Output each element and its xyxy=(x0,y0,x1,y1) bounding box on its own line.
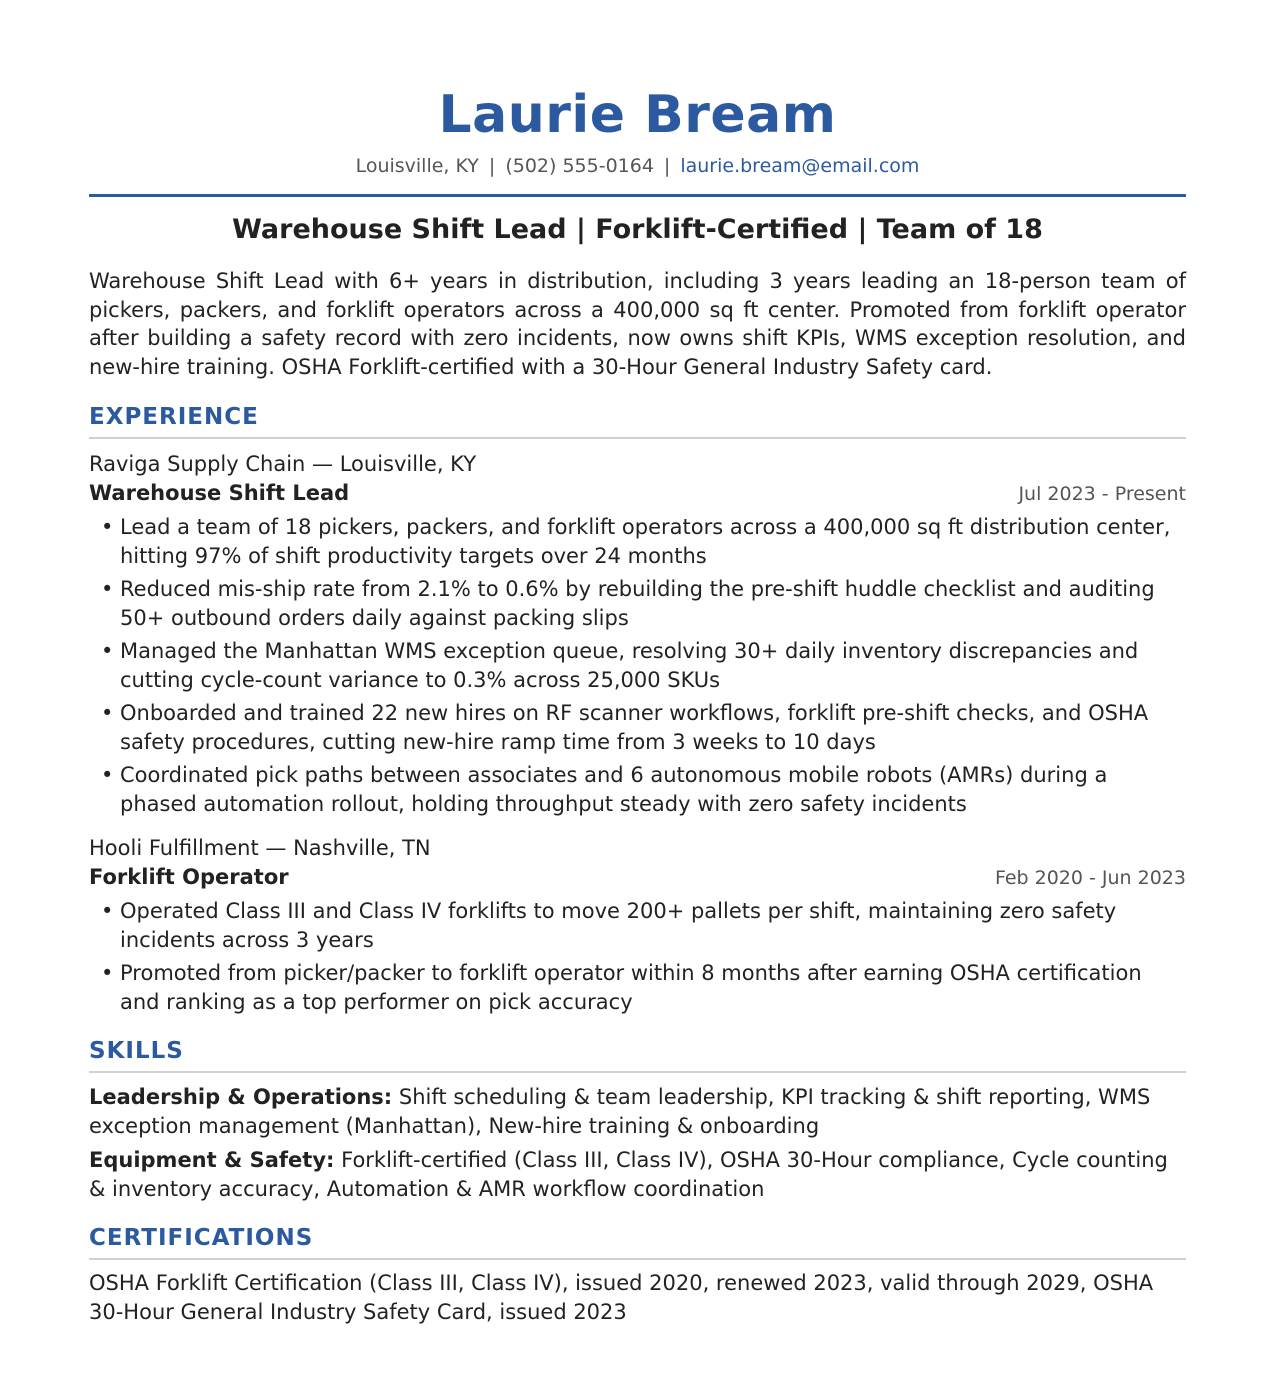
bullet-glyph: • xyxy=(101,577,114,601)
contact-location: Louisville, KY xyxy=(355,155,479,177)
bullet-glyph: • xyxy=(101,701,114,725)
contact-separator: | xyxy=(488,155,496,177)
job-company: Raviga Supply Chain — Louisville, KY xyxy=(89,452,477,476)
section-title-experience: EXPERIENCE xyxy=(89,404,259,430)
headline: Warehouse Shift Lead | Forklift-Certified | Team of 18 xyxy=(232,214,1043,245)
contact-separator: | xyxy=(663,155,671,177)
section-title-certifications: CERTIFICATIONS xyxy=(89,1225,314,1251)
bullet-item xyxy=(89,761,1186,818)
contact-line xyxy=(89,154,1186,178)
contact-phone: (502) 555-0164 xyxy=(505,155,654,177)
section-divider xyxy=(89,437,1186,439)
job-bullets xyxy=(89,513,1186,823)
bullet-glyph: • xyxy=(101,961,114,985)
skill-label: Leadership & Operations: xyxy=(89,1085,393,1109)
bullet-glyph: • xyxy=(101,515,114,539)
candidate-name: Laurie Bream xyxy=(438,85,837,145)
skill-line xyxy=(89,1146,1186,1204)
bullet-glyph: • xyxy=(101,639,114,663)
section-divider xyxy=(89,1258,1186,1260)
job-dates: Jul 2023 - Present xyxy=(1018,483,1186,505)
bullet-text: Lead a team of 18 pickers, packers, and forklift operators across a 400,000 sq ft distribution center, hitting 97% of shift productivity targets over 24 months xyxy=(120,515,1171,568)
bullet-item xyxy=(89,637,1186,694)
summary-paragraph: Warehouse Shift Lead with 6+ years in distribution, including 3 years leading an 18-person team of pickers, packers, and forklift operators across a 400,000 sq ft center. Promoted from forklift operator after building a safety record with zero incidents, now owns shift KPIs, WMS exception resolution, and new-hire training. OSHA Forklift-certified with a 30-Hour General Industry Safety card. xyxy=(89,269,1186,379)
bullet-item xyxy=(89,513,1186,570)
bullet-text: Coordinated pick paths between associates and 6 autonomous mobile robots (AMRs) during a phased automation rollout, holding throughput steady with zero safety incidents xyxy=(120,763,1108,816)
section-divider xyxy=(89,1071,1186,1073)
bullet-text: Promoted from picker/packer to forklift operator within 8 months after earning OSHA certification and ranking as a top performer on pick accuracy xyxy=(120,961,1142,1014)
bullet-glyph: • xyxy=(101,763,114,787)
bullet-text: Reduced mis-ship rate from 2.1% to 0.6% by rebuilding the pre-shift huddle checklist and auditing 50+ outbound orders daily against packing slips xyxy=(120,577,1155,630)
skill-line xyxy=(89,1083,1186,1141)
bullet-text: Onboarded and trained 22 new hires on RF scanner workflows, forklift pre-shift checks, and OSHA safety procedures, cutting new-hire ramp time from 3 weeks to 10 days xyxy=(120,701,1149,754)
contact-email-link[interactable]: laurie.bream@email.com xyxy=(680,155,920,177)
job-dates: Feb 2020 - Jun 2023 xyxy=(994,867,1186,889)
bullet-item xyxy=(89,575,1186,632)
bullet-text: Operated Class III and Class IV forklifts to move 200+ pallets per shift, maintaining zero safety incidents across 3 years xyxy=(120,899,1117,952)
bullet-item xyxy=(89,699,1186,756)
bullet-text: Managed the Manhattan WMS exception queue, resolving 30+ daily inventory discrepancies and cutting cycle-count variance to 0.3% across 25,000 SKUs xyxy=(120,639,1139,692)
job-title: Forklift Operator xyxy=(89,865,289,889)
bullet-glyph: • xyxy=(101,899,114,923)
job-title: Warehouse Shift Lead xyxy=(89,481,350,505)
skill-text: Forklift-certified (Class III, Class IV), OSHA 30-Hour compliance, Cycle counting & inventory accuracy, Automation & AMR workflow coordination xyxy=(89,1148,1168,1201)
bullet-item xyxy=(89,897,1186,954)
bullet-item xyxy=(89,959,1186,1016)
skill-label: Equipment & Safety: xyxy=(89,1148,335,1172)
section-title-skills: SKILLS xyxy=(89,1038,184,1064)
header-divider xyxy=(89,194,1186,197)
skill-text: Shift scheduling & team leadership, KPI tracking & shift reporting, WMS exception management (Manhattan), New-hire training & onboarding xyxy=(89,1085,1151,1138)
certifications-text: OSHA Forklift Certification (Class III, Class IV), issued 2020, renewed 2023, valid through 2029, OSHA 30-Hour General Industry Safety Card, issued 2023 xyxy=(89,1271,1154,1324)
job-company: Hooli Fulfillment — Nashville, TN xyxy=(89,836,431,860)
job-bullets xyxy=(89,897,1186,1021)
